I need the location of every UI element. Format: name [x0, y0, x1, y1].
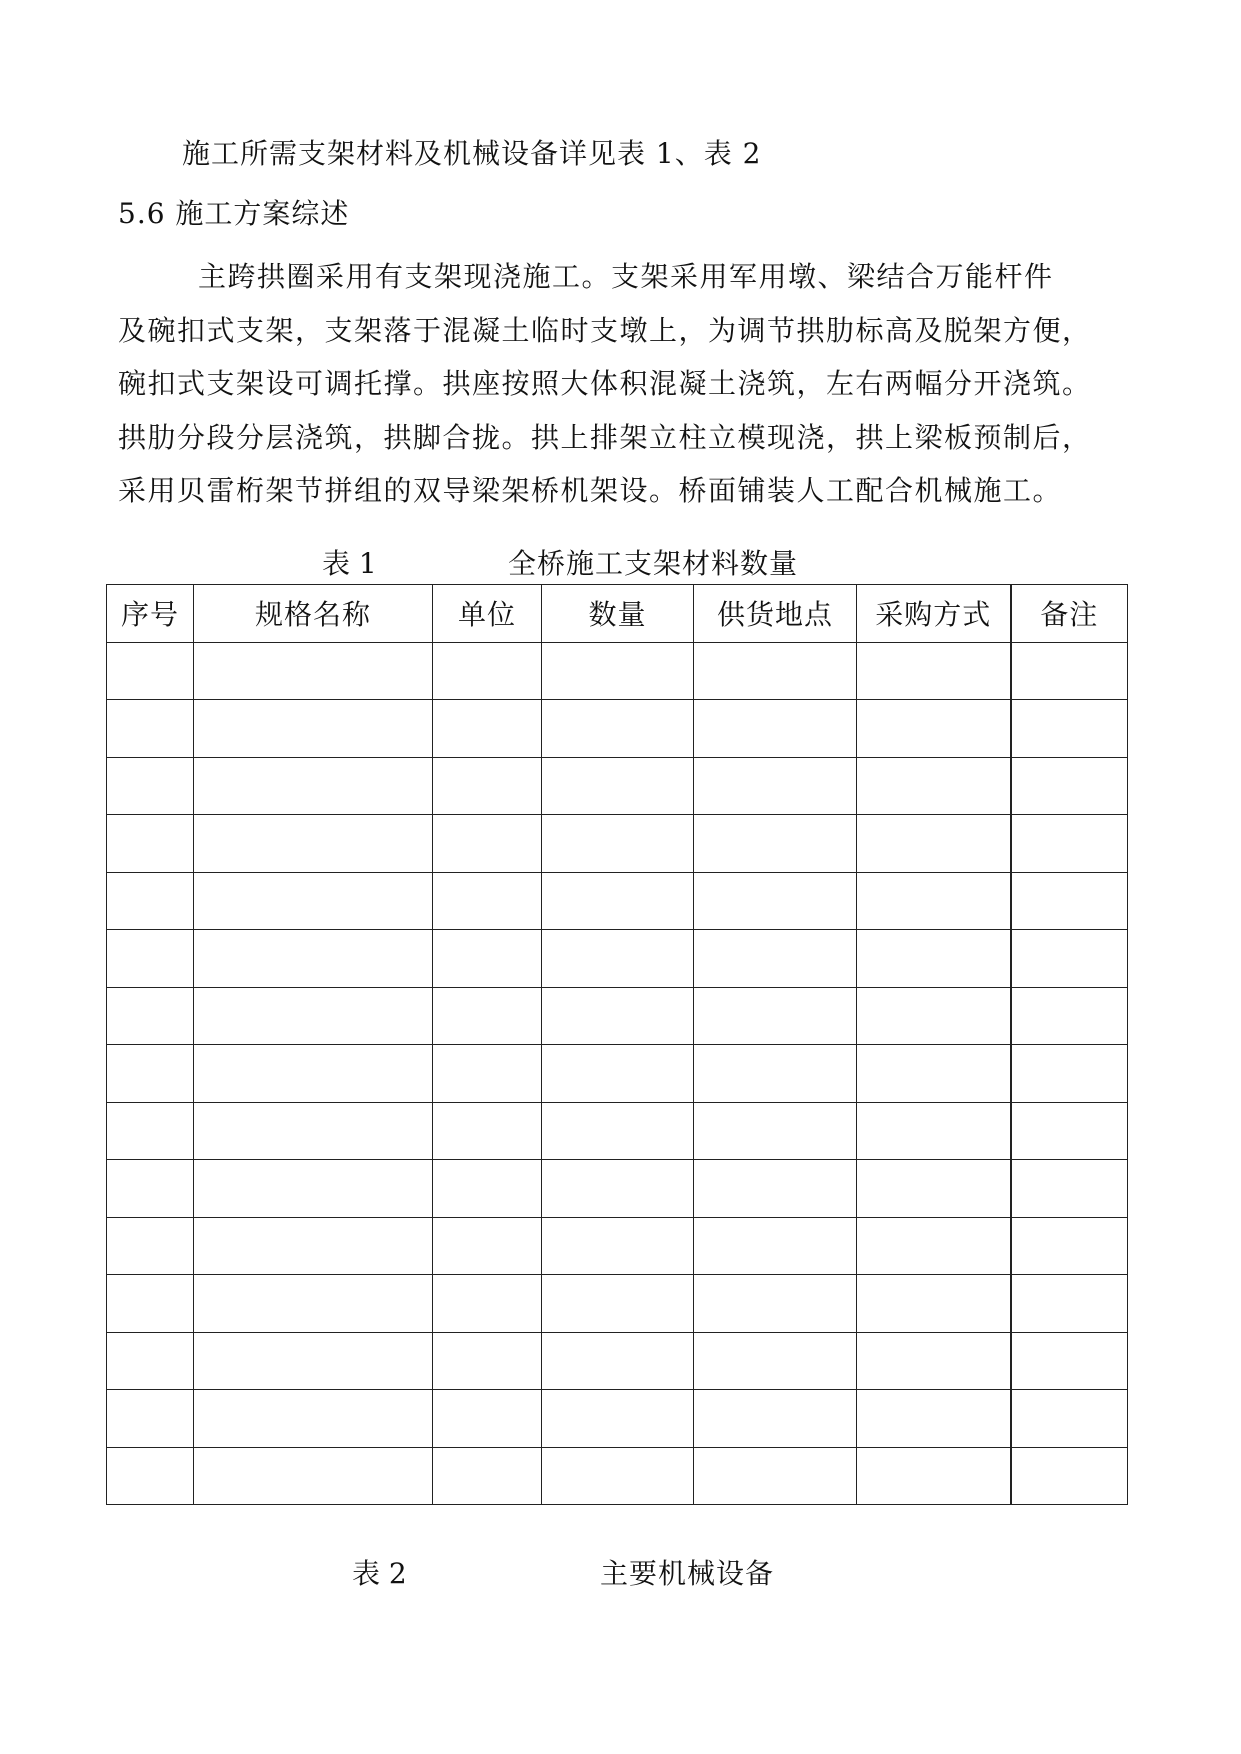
paragraph-line: 拱肋分段分层浇筑，拱脚合拢。拱上排架立柱立模现浇，拱上梁板预制后，	[118, 420, 1092, 454]
table-cell	[857, 1160, 1011, 1218]
table-cell	[694, 1045, 857, 1103]
table-cell	[194, 1332, 433, 1390]
table-cell	[694, 987, 857, 1045]
table-cell	[542, 1160, 694, 1218]
table-cell	[433, 1332, 542, 1390]
table-cell	[107, 1447, 194, 1505]
table-cell	[857, 1275, 1011, 1333]
table-cell	[194, 930, 433, 988]
table-cell	[1011, 700, 1128, 758]
table-cell	[542, 757, 694, 815]
table-cell	[542, 815, 694, 873]
table-cell	[542, 987, 694, 1045]
table-row	[107, 1045, 1128, 1103]
table-cell	[542, 1332, 694, 1390]
table-cell	[194, 1447, 433, 1505]
table-cell	[107, 987, 194, 1045]
table-cell	[433, 1045, 542, 1103]
table2-caption-title: 主要机械设备	[600, 1557, 775, 1590]
table-row	[107, 930, 1128, 988]
intro-text: 施工所需支架材料及机械设备详见表 1、表 2	[182, 137, 762, 170]
table-cell	[107, 872, 194, 930]
paragraph-line: 采用贝雷桁架节拼组的双导梁架桥机架设。桥面铺装人工配合机械施工。	[118, 474, 1063, 507]
column-header-supply-location: 供货地点	[694, 585, 857, 643]
table-row	[107, 1275, 1128, 1333]
table-row	[107, 1102, 1128, 1160]
table-cell	[1011, 987, 1128, 1045]
table-cell	[694, 1332, 857, 1390]
table-cell	[107, 1102, 194, 1160]
table-cell	[194, 1045, 433, 1103]
table-cell	[1011, 1275, 1128, 1333]
column-header-quantity: 数量	[542, 585, 694, 643]
table-cell	[433, 987, 542, 1045]
table-cell	[1011, 757, 1128, 815]
table-cell	[542, 1102, 694, 1160]
table-row	[107, 700, 1128, 758]
table-cell	[433, 815, 542, 873]
table-cell	[194, 987, 433, 1045]
column-header-unit: 单位	[433, 585, 542, 643]
table-cell	[857, 757, 1011, 815]
table-cell	[107, 930, 194, 988]
table-cell	[1011, 1217, 1128, 1275]
table-row	[107, 872, 1128, 930]
table-cell	[433, 1447, 542, 1505]
table-cell	[433, 642, 542, 700]
table-cell	[1011, 1045, 1128, 1103]
table-cell	[694, 872, 857, 930]
paragraph-line: 碗扣式支架设可调托撑。拱座按照大体积混凝土浇筑，左右两幅分开浇筑。	[118, 367, 1092, 400]
table-cell	[107, 1275, 194, 1333]
column-header-procurement-method: 采购方式	[857, 585, 1011, 643]
table-cell	[694, 757, 857, 815]
table-cell	[1011, 1102, 1128, 1160]
table-cell	[694, 1275, 857, 1333]
table-cell	[107, 757, 194, 815]
table-row	[107, 1217, 1128, 1275]
table-cell	[433, 1275, 542, 1333]
table-cell	[194, 872, 433, 930]
materials-table	[106, 584, 1128, 1505]
table-cell	[1011, 1332, 1128, 1390]
table-cell	[433, 1160, 542, 1218]
table-cell	[107, 1332, 194, 1390]
table-cell	[107, 642, 194, 700]
table-cell	[857, 1217, 1011, 1275]
table-cell	[1011, 642, 1128, 700]
table-cell	[857, 987, 1011, 1045]
table-cell	[107, 1390, 194, 1448]
table-cell	[107, 1160, 194, 1218]
table-cell	[433, 872, 542, 930]
table-cell	[857, 1447, 1011, 1505]
table-cell	[433, 1390, 542, 1448]
table-row	[107, 815, 1128, 873]
table-cell	[194, 1160, 433, 1218]
table-cell	[542, 1447, 694, 1505]
table-cell	[857, 930, 1011, 988]
table-cell	[542, 1390, 694, 1448]
table-row	[107, 1390, 1128, 1448]
column-header-spec-name: 规格名称	[194, 585, 433, 643]
table-cell	[694, 1447, 857, 1505]
table-cell	[542, 1275, 694, 1333]
table-cell	[857, 1045, 1011, 1103]
table-cell	[1011, 930, 1128, 988]
column-header-index: 序号	[107, 585, 194, 643]
table-cell	[107, 700, 194, 758]
table-cell	[694, 1217, 857, 1275]
body-paragraph	[118, 250, 1128, 518]
table-row	[107, 757, 1128, 815]
table-cell	[1011, 1160, 1128, 1218]
table-cell	[1011, 1390, 1128, 1448]
table-cell	[857, 815, 1011, 873]
table-row	[107, 642, 1128, 700]
table-row	[107, 1447, 1128, 1505]
table-cell	[542, 930, 694, 988]
table-cell	[1011, 1447, 1128, 1505]
table-cell	[857, 700, 1011, 758]
table-row	[107, 1332, 1128, 1390]
paragraph-line: 及碗扣式支架，支架落于混凝土临时支墩上，为调节拱肋标高及脱架方便，	[118, 313, 1092, 347]
table-cell	[194, 700, 433, 758]
section-heading: 5.6 施工方案综述	[118, 197, 350, 230]
table-cell	[542, 642, 694, 700]
table1-caption-number: 表 1	[322, 547, 377, 580]
table1-caption-title: 全桥施工支架材料数量	[508, 547, 799, 580]
table-cell	[857, 1102, 1011, 1160]
table-row	[107, 1160, 1128, 1218]
table-cell	[107, 815, 194, 873]
table-row	[107, 987, 1128, 1045]
table-cell	[694, 1390, 857, 1448]
table-cell	[694, 815, 857, 873]
table-cell	[542, 700, 694, 758]
table-cell	[694, 930, 857, 988]
table-cell	[694, 1102, 857, 1160]
table-cell	[194, 1390, 433, 1448]
table-cell	[542, 872, 694, 930]
table-cell	[433, 1102, 542, 1160]
table-cell	[433, 930, 542, 988]
table-cell	[433, 700, 542, 758]
table-cell	[857, 1390, 1011, 1448]
table-cell	[194, 1217, 433, 1275]
table-cell	[694, 1160, 857, 1218]
table2-caption-number: 表 2	[352, 1557, 407, 1590]
table-cell	[107, 1045, 194, 1103]
table-cell	[857, 1332, 1011, 1390]
table-cell	[542, 1217, 694, 1275]
table-cell	[694, 700, 857, 758]
table-cell	[857, 872, 1011, 930]
table-cell	[194, 757, 433, 815]
table-cell	[433, 1217, 542, 1275]
table-cell	[194, 642, 433, 700]
table-body	[107, 642, 1128, 1505]
table-cell	[107, 1217, 194, 1275]
paragraph-line: 主跨拱圈采用有支架现浇施工。支架采用军用墩、梁结合万能杆件	[198, 260, 1054, 293]
table-cell	[194, 815, 433, 873]
column-header-remarks: 备注	[1011, 585, 1128, 643]
table-cell	[194, 1275, 433, 1333]
table-header-row	[107, 585, 1128, 643]
table-cell	[694, 642, 857, 700]
table-cell	[1011, 815, 1128, 873]
table-cell	[542, 1045, 694, 1103]
table-cell	[857, 642, 1011, 700]
table-cell	[194, 1102, 433, 1160]
table-cell	[1011, 872, 1128, 930]
table-cell	[433, 757, 542, 815]
